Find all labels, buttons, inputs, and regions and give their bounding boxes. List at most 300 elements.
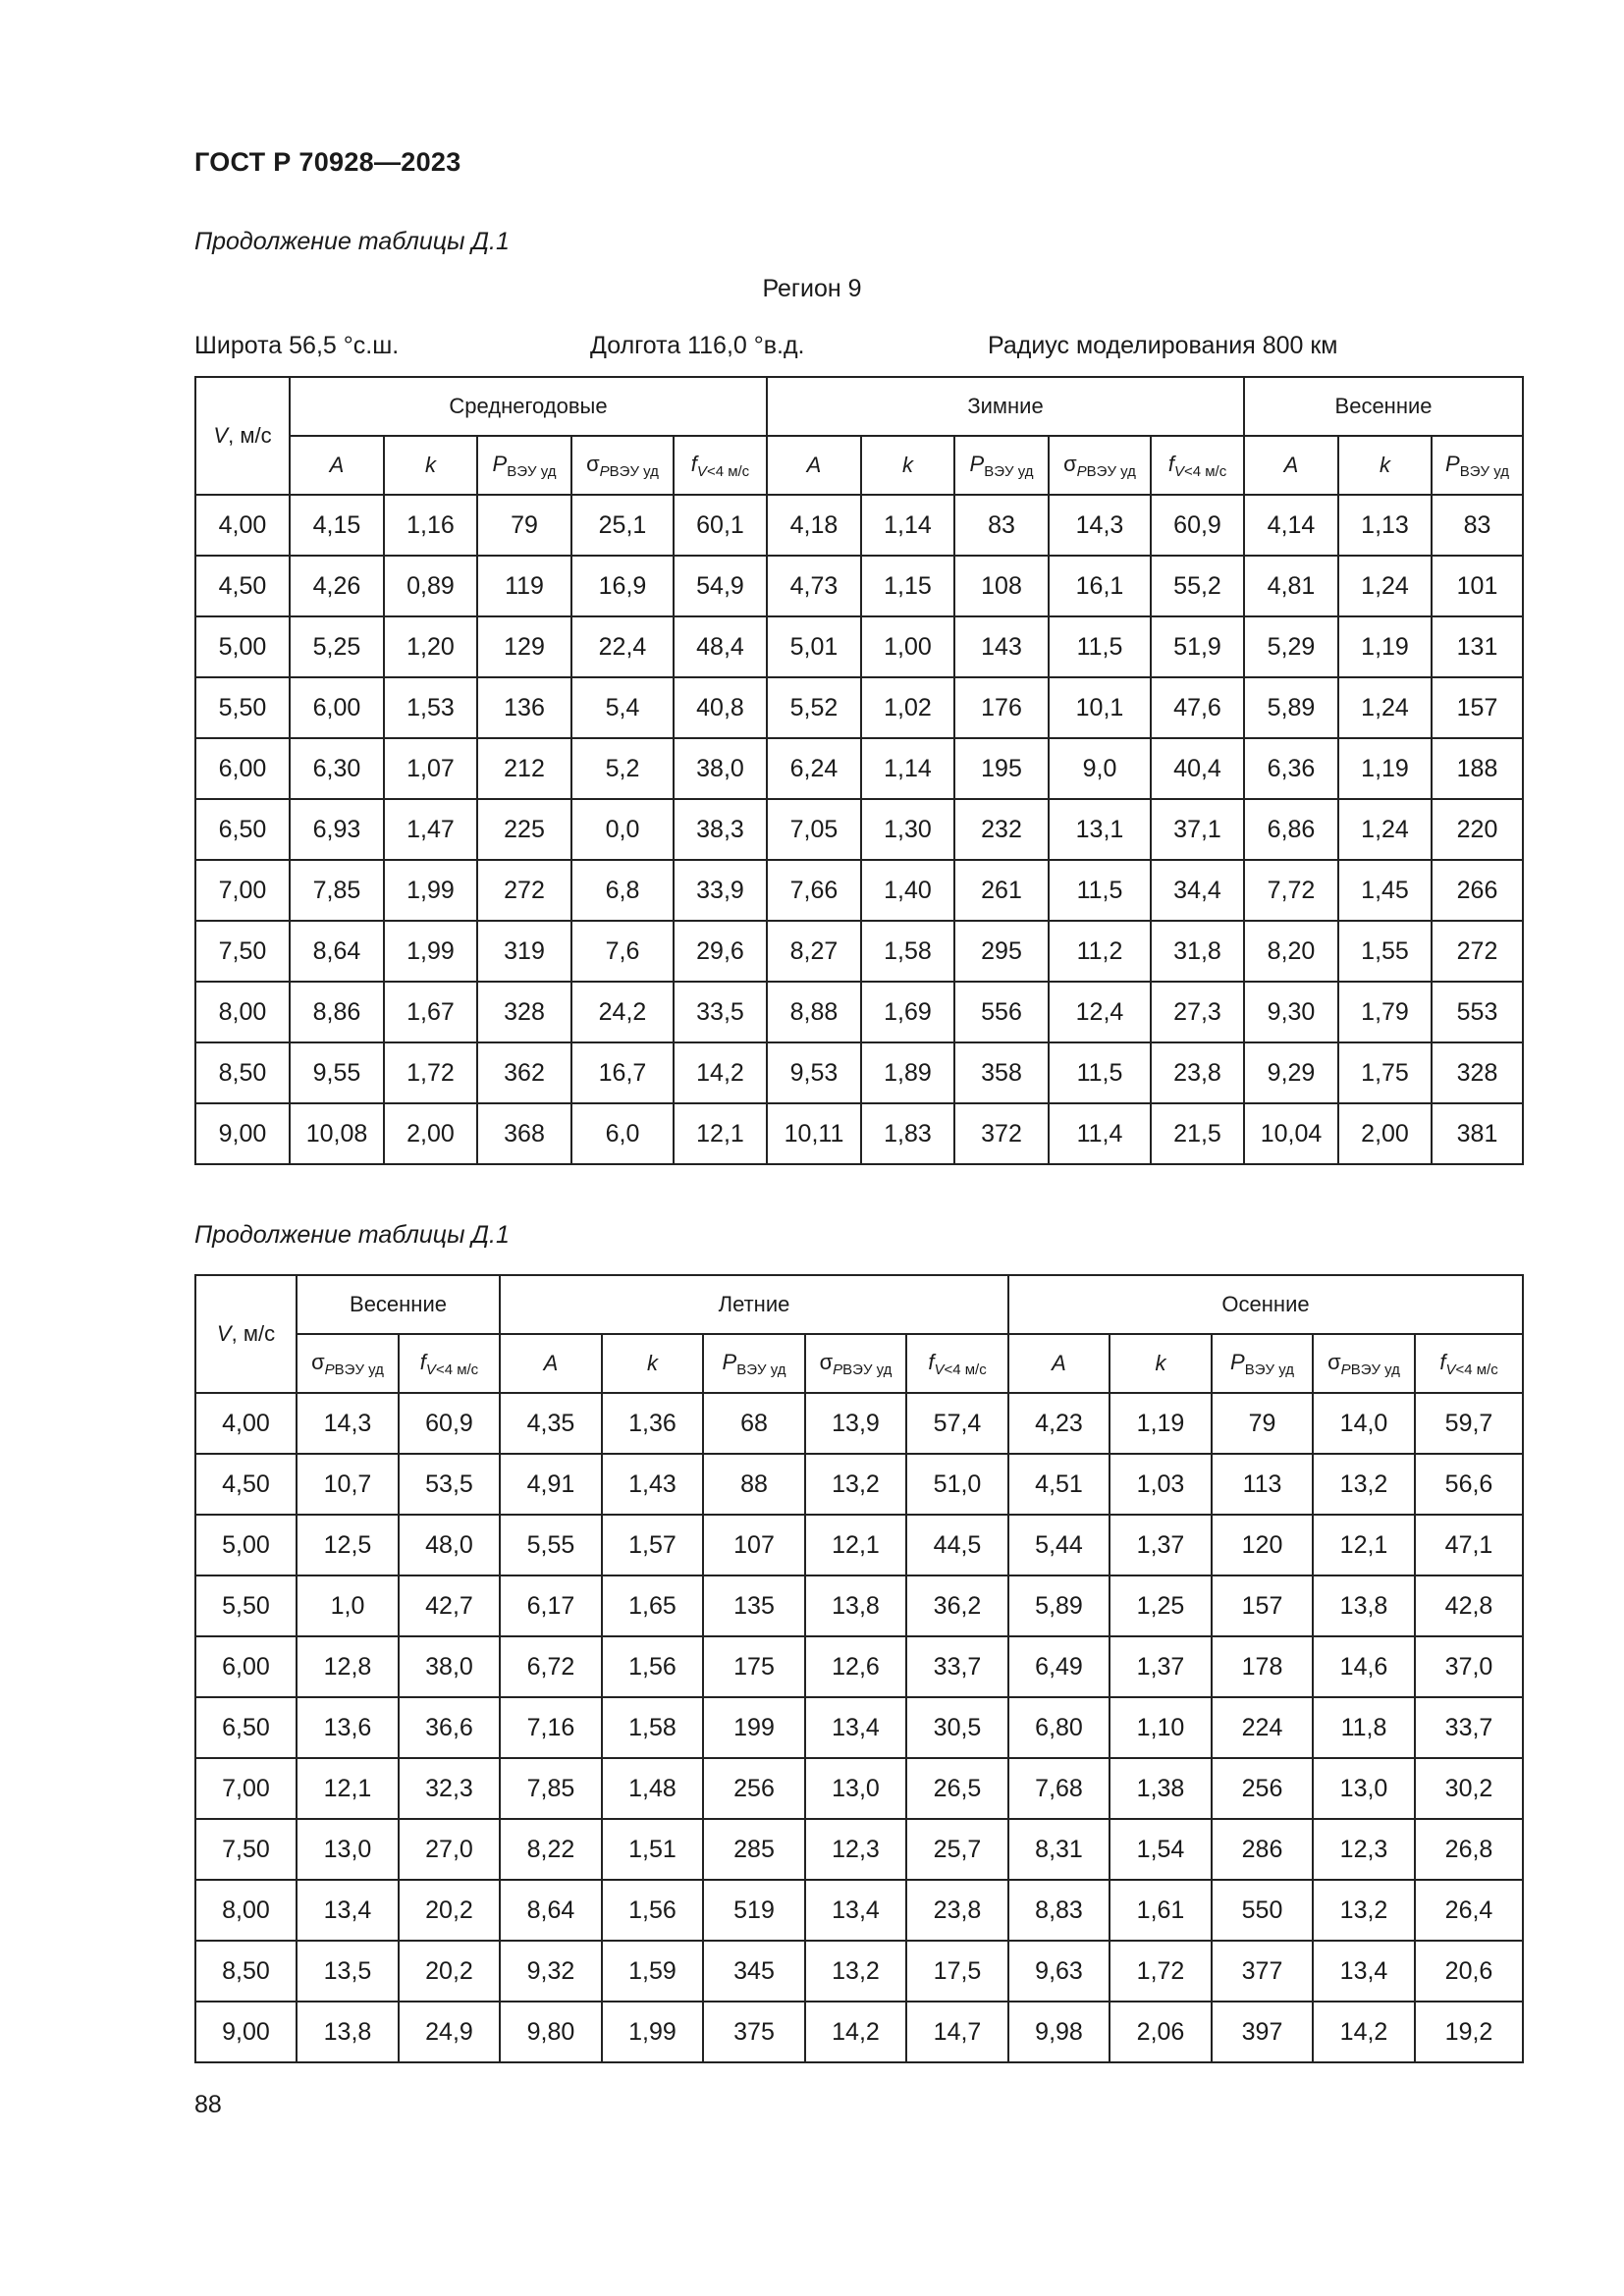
table-cell: 372 (954, 1103, 1049, 1164)
table-cell: 1,24 (1338, 677, 1432, 738)
table-cell: 6,00 (290, 677, 384, 738)
group-header-spring: Весенние (1244, 377, 1523, 436)
table-cell: 20,2 (399, 1880, 500, 1941)
table-cell: 13,2 (1313, 1454, 1415, 1515)
table-cell: 13,4 (805, 1697, 906, 1758)
col-header-k: k (1110, 1334, 1212, 1393)
speed-cell: 7,50 (195, 921, 290, 982)
table-cell: 6,0 (571, 1103, 674, 1164)
table-cell: 1,02 (861, 677, 954, 738)
table-cell: 9,0 (1049, 738, 1151, 799)
table-cell: 358 (954, 1042, 1049, 1103)
table-cell: 1,51 (602, 1819, 703, 1880)
table-cell: 199 (703, 1697, 805, 1758)
table-cell: 1,54 (1110, 1819, 1212, 1880)
table-cell: 285 (703, 1819, 805, 1880)
table-cell: 1,30 (861, 799, 954, 860)
table-cell: 51,0 (906, 1454, 1008, 1515)
table-cell: 13,8 (1313, 1575, 1415, 1636)
table-cell: 48,4 (674, 616, 767, 677)
table-cell: 47,6 (1151, 677, 1244, 738)
table-cell: 7,85 (290, 860, 384, 921)
table-cell: 1,20 (384, 616, 477, 677)
col-header-f: $f_{V<4 м/с}$ (674, 436, 767, 495)
wind-data-table-2 (194, 1274, 1524, 2063)
table-cell: 1,24 (1338, 556, 1432, 616)
table-cell: 2,06 (1110, 2002, 1212, 2062)
speed-cell: 6,50 (195, 799, 290, 860)
table-cell: 6,8 (571, 860, 674, 921)
subheader-row (195, 1334, 1523, 1393)
table-cell: 16,9 (571, 556, 674, 616)
table-cell: 1,48 (602, 1758, 703, 1819)
table-cell: 38,0 (674, 738, 767, 799)
table-cell: 12,3 (805, 1819, 906, 1880)
table-cell: 1,72 (384, 1042, 477, 1103)
table-row (195, 1042, 1523, 1103)
table-cell: 22,4 (571, 616, 674, 677)
speed-cell: 7,00 (195, 1758, 297, 1819)
table-row (195, 860, 1523, 921)
table-cell: 1,36 (602, 1393, 703, 1454)
table-continuation-caption-2: Продолжение таблицы Д.1 (194, 1221, 510, 1249)
table-cell: 1,99 (602, 2002, 703, 2062)
speed-cell: 4,50 (195, 1454, 297, 1515)
table-cell: 1,37 (1110, 1515, 1212, 1575)
table-cell: 59,7 (1415, 1393, 1523, 1454)
speed-cell: 8,50 (195, 1941, 297, 2002)
table-cell: 27,3 (1151, 982, 1244, 1042)
table-row (195, 616, 1523, 677)
speed-cell: 6,00 (195, 1636, 297, 1697)
table-cell: 1,40 (861, 860, 954, 921)
table-cell: 368 (477, 1103, 571, 1164)
page-number: 88 (194, 2091, 222, 2118)
table-cell: 79 (477, 495, 571, 556)
group-header-autumn: Осенние (1008, 1275, 1523, 1334)
table-cell: 14,2 (805, 2002, 906, 2062)
col-header-f: $f_{V<4 м/с}$ (906, 1334, 1008, 1393)
table-cell: 1,55 (1338, 921, 1432, 982)
table-cell: 60,9 (399, 1393, 500, 1454)
table-cell: 8,31 (1008, 1819, 1110, 1880)
table-cell: 2,00 (1338, 1103, 1432, 1164)
longitude-label: Долгота 116,0 °в.д. (590, 332, 805, 359)
table-cell: 6,30 (290, 738, 384, 799)
table-cell: 101 (1432, 556, 1523, 616)
table-cell: 14,2 (1313, 2002, 1415, 2062)
table-cell: 13,8 (805, 1575, 906, 1636)
table-cell: 256 (1212, 1758, 1313, 1819)
table-cell: 261 (954, 860, 1049, 921)
table-cell: 1,57 (602, 1515, 703, 1575)
table-cell: 13,5 (297, 1941, 399, 2002)
speed-cell: 8,00 (195, 1880, 297, 1941)
table-cell: 7,66 (767, 860, 861, 921)
table-cell: 14,7 (906, 2002, 1008, 2062)
region-title: Регион 9 (762, 275, 862, 302)
table-cell: 13,0 (1313, 1758, 1415, 1819)
table-cell: 5,4 (571, 677, 674, 738)
speed-cell: 4,00 (195, 1393, 297, 1454)
table-cell: 5,52 (767, 677, 861, 738)
col-header-k: k (1338, 436, 1432, 495)
table-cell: 37,1 (1151, 799, 1244, 860)
table-cell: 40,8 (674, 677, 767, 738)
table-cell: 1,75 (1338, 1042, 1432, 1103)
table-cell: 24,2 (571, 982, 674, 1042)
table-cell: 113 (1212, 1454, 1313, 1515)
table-cell: 13,8 (297, 2002, 399, 2062)
table-cell: 13,9 (805, 1393, 906, 1454)
table-cell: 33,5 (674, 982, 767, 1042)
table-cell: 26,8 (1415, 1819, 1523, 1880)
radius-label: Радиус моделирования 800 км (988, 332, 1338, 359)
table-cell: 1,00 (861, 616, 954, 677)
table-row (195, 1515, 1523, 1575)
table-cell: 1,99 (384, 860, 477, 921)
table-cell: 5,89 (1008, 1575, 1110, 1636)
table-cell: 1,38 (1110, 1758, 1212, 1819)
col-header-p: $P_{ВЭУ уд}$ (1212, 1334, 1313, 1393)
table-row (195, 1880, 1523, 1941)
table-row (195, 1819, 1523, 1880)
table-cell: 11,5 (1049, 616, 1151, 677)
speed-cell: 7,00 (195, 860, 290, 921)
table-cell: 1,19 (1338, 616, 1432, 677)
col-header-k: k (384, 436, 477, 495)
speed-cell: 4,00 (195, 495, 290, 556)
table-cell: 4,81 (1244, 556, 1338, 616)
table-cell: 33,7 (1415, 1697, 1523, 1758)
table-cell: 12,8 (297, 1636, 399, 1697)
latitude-label: Широта 56,5 °с.ш. (194, 332, 400, 359)
table-row (195, 738, 1523, 799)
table-cell: 1,14 (861, 495, 954, 556)
speed-column-header: V, м/с (195, 1275, 297, 1393)
table-cell: 556 (954, 982, 1049, 1042)
table-cell: 83 (1432, 495, 1523, 556)
table-cell: 1,72 (1110, 1941, 1212, 2002)
table-cell: 7,16 (500, 1697, 602, 1758)
table-cell: 1,19 (1110, 1393, 1212, 1454)
table-cell: 286 (1212, 1819, 1313, 1880)
table-cell: 5,2 (571, 738, 674, 799)
table-continuation-caption: Продолжение таблицы Д.1 (194, 228, 510, 255)
table-cell: 188 (1432, 738, 1523, 799)
table-cell: 8,83 (1008, 1880, 1110, 1941)
table-cell: 195 (954, 738, 1049, 799)
table-row (195, 1697, 1523, 1758)
col-header-sigma: $\sigma_{PВЭУ уд}$ (805, 1334, 906, 1393)
table-cell: 272 (1432, 921, 1523, 982)
table-cell: 33,7 (906, 1636, 1008, 1697)
table-cell: 10,11 (767, 1103, 861, 1164)
table-row (195, 495, 1523, 556)
table-row (195, 1103, 1523, 1164)
speed-cell: 5,50 (195, 677, 290, 738)
table-cell: 38,3 (674, 799, 767, 860)
table-cell: 6,49 (1008, 1636, 1110, 1697)
table-cell: 157 (1212, 1575, 1313, 1636)
table-cell: 4,14 (1244, 495, 1338, 556)
table-cell: 14,3 (1049, 495, 1151, 556)
table-cell: 2,00 (384, 1103, 477, 1164)
table-cell: 57,4 (906, 1393, 1008, 1454)
table-cell: 266 (1432, 860, 1523, 921)
table-row (195, 799, 1523, 860)
speed-cell: 5,00 (195, 1515, 297, 1575)
speed-cell: 5,00 (195, 616, 290, 677)
col-header-sigma: $\sigma_{PВЭУ уд}$ (571, 436, 674, 495)
table-cell: 9,80 (500, 2002, 602, 2062)
table-cell: 107 (703, 1515, 805, 1575)
table-cell: 5,55 (500, 1515, 602, 1575)
table-cell: 1,58 (861, 921, 954, 982)
group-header-annual: Среднегодовые (290, 377, 767, 436)
table-cell: 12,5 (297, 1515, 399, 1575)
table-cell: 14,0 (1313, 1393, 1415, 1454)
table-cell: 13,6 (297, 1697, 399, 1758)
col-header-p: $P_{ВЭУ уд}$ (954, 436, 1049, 495)
table-cell: 4,73 (767, 556, 861, 616)
speed-cell: 9,00 (195, 2002, 297, 2062)
table-row (195, 556, 1523, 616)
table-cell: 40,4 (1151, 738, 1244, 799)
table-cell: 9,32 (500, 1941, 602, 2002)
col-header-f: $f_{V<4 м/с}$ (1415, 1334, 1523, 1393)
table-cell: 1,99 (384, 921, 477, 982)
table-cell: 129 (477, 616, 571, 677)
table-cell: 6,24 (767, 738, 861, 799)
speed-column-header: V, м/с (195, 377, 290, 495)
table-cell: 11,2 (1049, 921, 1151, 982)
table-cell: 9,30 (1244, 982, 1338, 1042)
table-cell: 13,1 (1049, 799, 1151, 860)
table-cell: 6,17 (500, 1575, 602, 1636)
col-header-k: k (861, 436, 954, 495)
table-cell: 17,5 (906, 1941, 1008, 2002)
table-cell: 33,9 (674, 860, 767, 921)
table-cell: 8,27 (767, 921, 861, 982)
speed-cell: 6,50 (195, 1697, 297, 1758)
table-cell: 272 (477, 860, 571, 921)
table-cell: 7,05 (767, 799, 861, 860)
table-cell: 11,8 (1313, 1697, 1415, 1758)
table-cell: 12,3 (1313, 1819, 1415, 1880)
table-cell: 8,64 (290, 921, 384, 982)
table-cell: 6,86 (1244, 799, 1338, 860)
table-cell: 136 (477, 677, 571, 738)
table-cell: 4,51 (1008, 1454, 1110, 1515)
table-cell: 10,04 (1244, 1103, 1338, 1164)
table-row (195, 1575, 1523, 1636)
group-header-summer: Летние (500, 1275, 1008, 1334)
table-cell: 30,5 (906, 1697, 1008, 1758)
table-cell: 13,4 (1313, 1941, 1415, 2002)
table-cell: 56,6 (1415, 1454, 1523, 1515)
col-header-k: k (602, 1334, 703, 1393)
table-cell: 120 (1212, 1515, 1313, 1575)
table-cell: 68 (703, 1393, 805, 1454)
table-row (195, 1393, 1523, 1454)
table-cell: 13,2 (805, 1454, 906, 1515)
table-cell: 1,79 (1338, 982, 1432, 1042)
table-cell: 31,8 (1151, 921, 1244, 982)
table-cell: 9,53 (767, 1042, 861, 1103)
table-cell: 135 (703, 1575, 805, 1636)
table-cell: 23,8 (906, 1880, 1008, 1941)
table-cell: 157 (1432, 677, 1523, 738)
table-cell: 1,24 (1338, 799, 1432, 860)
table-cell: 319 (477, 921, 571, 982)
table-cell: 6,80 (1008, 1697, 1110, 1758)
col-header-sigma: $\sigma_{PВЭУ уд}$ (1313, 1334, 1415, 1393)
table-cell: 44,5 (906, 1515, 1008, 1575)
col-header-a: A (1008, 1334, 1110, 1393)
table-cell: 4,18 (767, 495, 861, 556)
table-cell: 8,86 (290, 982, 384, 1042)
table-cell: 8,20 (1244, 921, 1338, 982)
table-cell: 232 (954, 799, 1049, 860)
table-cell: 26,4 (1415, 1880, 1523, 1941)
table-cell: 1,56 (602, 1880, 703, 1941)
table-cell: 397 (1212, 2002, 1313, 2062)
table-cell: 16,1 (1049, 556, 1151, 616)
table-cell: 54,9 (674, 556, 767, 616)
table-cell: 1,53 (384, 677, 477, 738)
table-cell: 1,83 (861, 1103, 954, 1164)
table-row (195, 677, 1523, 738)
table-cell: 381 (1432, 1103, 1523, 1164)
col-header-a: A (500, 1334, 602, 1393)
table-cell: 6,36 (1244, 738, 1338, 799)
table-cell: 29,6 (674, 921, 767, 982)
table-cell: 79 (1212, 1393, 1313, 1454)
table-cell: 1,43 (602, 1454, 703, 1515)
table-cell: 7,6 (571, 921, 674, 982)
group-header-winter: Зимние (767, 377, 1244, 436)
table-cell: 38,0 (399, 1636, 500, 1697)
table-cell: 13,2 (805, 1941, 906, 2002)
table-cell: 1,10 (1110, 1697, 1212, 1758)
table-cell: 13,4 (297, 1880, 399, 1941)
col-header-f: $f_{V<4 м/с}$ (1151, 436, 1244, 495)
table-cell: 1,13 (1338, 495, 1432, 556)
table-cell: 10,7 (297, 1454, 399, 1515)
table-cell: 1,45 (1338, 860, 1432, 921)
table-cell: 5,01 (767, 616, 861, 677)
wind-data-table-1 (194, 376, 1524, 1165)
col-header-a: A (1244, 436, 1338, 495)
table-cell: 19,2 (1415, 2002, 1523, 2062)
table-cell: 176 (954, 677, 1049, 738)
table-cell: 37,0 (1415, 1636, 1523, 1697)
table-cell: 55,2 (1151, 556, 1244, 616)
table-cell: 53,5 (399, 1454, 500, 1515)
table-cell: 362 (477, 1042, 571, 1103)
table-cell: 21,5 (1151, 1103, 1244, 1164)
table-cell: 377 (1212, 1941, 1313, 2002)
table-cell: 4,15 (290, 495, 384, 556)
table-row (195, 2002, 1523, 2062)
table-cell: 0,89 (384, 556, 477, 616)
table-cell: 143 (954, 616, 1049, 677)
table-cell: 14,6 (1313, 1636, 1415, 1697)
table-row (195, 921, 1523, 982)
table-cell: 550 (1212, 1880, 1313, 1941)
table-cell: 24,9 (399, 2002, 500, 2062)
speed-cell: 5,50 (195, 1575, 297, 1636)
col-header-p: $P_{ВЭУ уд}$ (477, 436, 571, 495)
table-cell: 36,6 (399, 1697, 500, 1758)
table-cell: 36,2 (906, 1575, 1008, 1636)
table-cell: 83 (954, 495, 1049, 556)
table-cell: 7,85 (500, 1758, 602, 1819)
table-cell: 13,0 (805, 1758, 906, 1819)
table-cell: 328 (477, 982, 571, 1042)
table-cell: 1,37 (1110, 1636, 1212, 1697)
table-cell: 48,0 (399, 1515, 500, 1575)
table-cell: 1,58 (602, 1697, 703, 1758)
table-cell: 5,89 (1244, 677, 1338, 738)
table-cell: 20,2 (399, 1941, 500, 2002)
table-cell: 30,2 (1415, 1758, 1523, 1819)
speed-cell: 4,50 (195, 556, 290, 616)
table-cell: 51,9 (1151, 616, 1244, 677)
table-cell: 4,26 (290, 556, 384, 616)
table-cell: 13,0 (297, 1819, 399, 1880)
table-cell: 220 (1432, 799, 1523, 860)
col-header-a: A (767, 436, 861, 495)
speed-cell: 8,50 (195, 1042, 290, 1103)
table-cell: 345 (703, 1941, 805, 2002)
table-cell: 47,1 (1415, 1515, 1523, 1575)
col-header-a: A (290, 436, 384, 495)
group-header-spring: Весенние (297, 1275, 500, 1334)
table-cell: 1,65 (602, 1575, 703, 1636)
table-cell: 108 (954, 556, 1049, 616)
table-cell: 519 (703, 1880, 805, 1941)
table-cell: 14,3 (297, 1393, 399, 1454)
table-cell: 328 (1432, 1042, 1523, 1103)
table-cell: 4,35 (500, 1393, 602, 1454)
table-cell: 1,14 (861, 738, 954, 799)
table-cell: 295 (954, 921, 1049, 982)
table-cell: 8,88 (767, 982, 861, 1042)
table-cell: 20,6 (1415, 1941, 1523, 2002)
table-cell: 1,67 (384, 982, 477, 1042)
table-cell: 1,25 (1110, 1575, 1212, 1636)
table-cell: 9,98 (1008, 2002, 1110, 2062)
col-header-p: $P_{ВЭУ уд}$ (703, 1334, 805, 1393)
table-row (195, 1636, 1523, 1697)
table-cell: 8,22 (500, 1819, 602, 1880)
table-cell: 1,47 (384, 799, 477, 860)
table-cell: 1,16 (384, 495, 477, 556)
table-cell: 1,69 (861, 982, 954, 1042)
table-cell: 10,08 (290, 1103, 384, 1164)
table-cell: 175 (703, 1636, 805, 1697)
table-cell: 8,64 (500, 1880, 602, 1941)
col-header-sigma: $\sigma_{PВЭУ уд}$ (1049, 436, 1151, 495)
table-cell: 11,5 (1049, 860, 1151, 921)
table-cell: 34,4 (1151, 860, 1244, 921)
table-row (195, 1758, 1523, 1819)
table-cell: 26,5 (906, 1758, 1008, 1819)
subheader-row (195, 436, 1523, 495)
speed-cell: 8,00 (195, 982, 290, 1042)
